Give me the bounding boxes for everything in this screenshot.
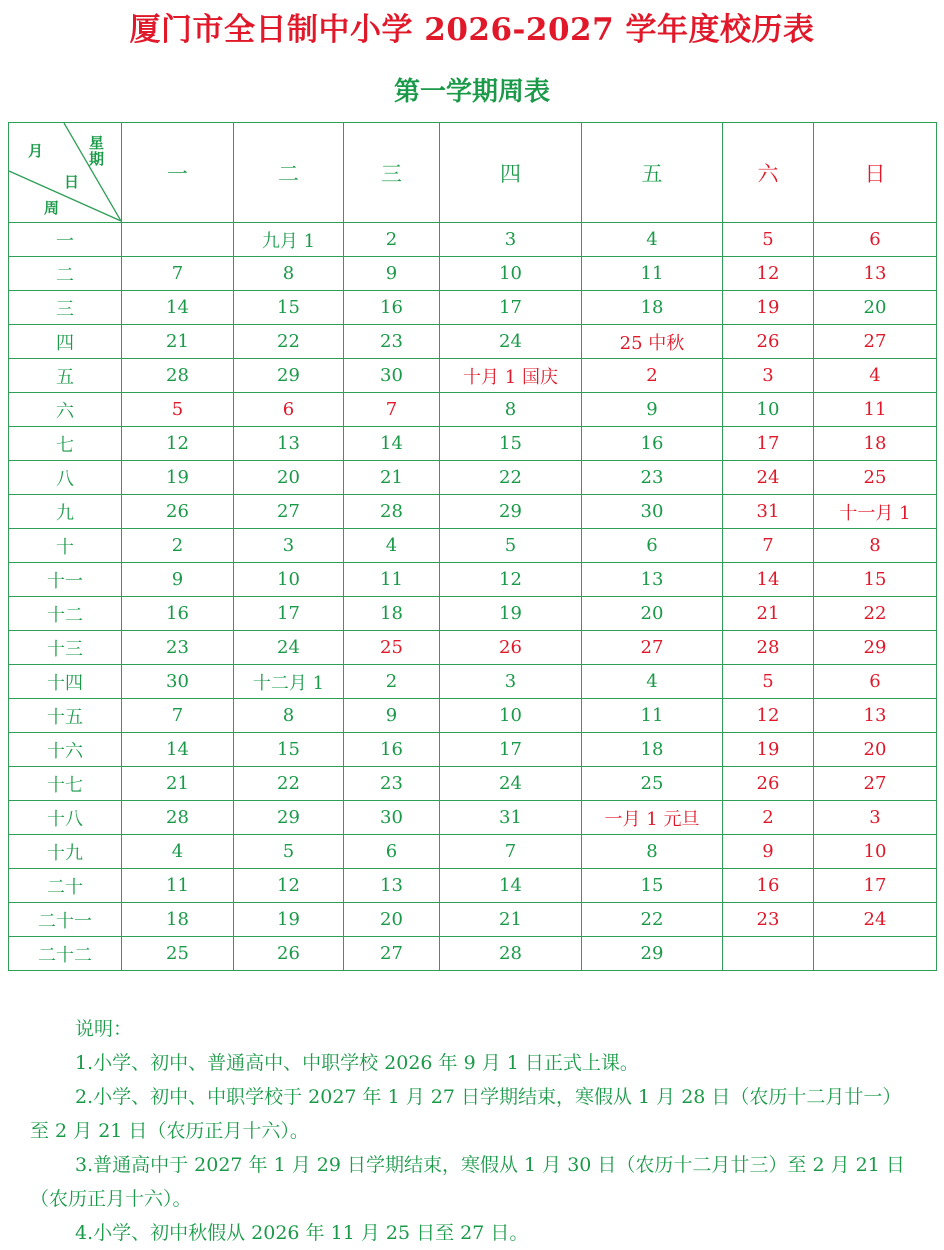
- date-cell: 2: [723, 801, 814, 835]
- date-cell: 2: [344, 665, 440, 699]
- table-row: [9, 597, 937, 631]
- table-row: [9, 461, 937, 495]
- date-cell: 15: [234, 291, 344, 325]
- table-row: [9, 903, 937, 937]
- table-row: [9, 495, 937, 529]
- date-cell: 8: [234, 699, 344, 733]
- note-item: 3.普通高中于 2027 年 1 月 29 日学期结束，寒假从 1 月 30 日（农历十二月廿三）至 2 月 21 日（农历正月十六）。: [30, 1154, 905, 1210]
- corner-day-label: 日: [64, 173, 80, 191]
- week-number-cell: 十三: [9, 631, 122, 665]
- table-row: [9, 325, 937, 359]
- date-cell: 10: [723, 393, 814, 427]
- date-cell: 16: [122, 597, 234, 631]
- date-cell: 14: [122, 291, 234, 325]
- date-cell: 6: [344, 835, 440, 869]
- date-cell: 7: [344, 393, 440, 427]
- week-number-cell: 五: [9, 359, 122, 393]
- date-cell: 21: [122, 767, 234, 801]
- date-cell: 20: [814, 733, 937, 767]
- page-title: 厦门市全日制中小学 2026-2027 学年度校历表: [129, 12, 815, 48]
- date-cell: 12: [723, 699, 814, 733]
- date-cell: 27: [234, 495, 344, 529]
- date-cell: 5: [440, 529, 582, 563]
- date-cell: 5: [122, 393, 234, 427]
- date-cell: 17: [440, 291, 582, 325]
- date-cell: 7: [122, 699, 234, 733]
- date-cell: 20: [582, 597, 723, 631]
- date-cell: 25: [582, 767, 723, 801]
- weekday-header: 四: [440, 123, 582, 223]
- weekday-header-sunday: 日: [814, 123, 937, 223]
- date-cell: 21: [723, 597, 814, 631]
- weekday-header: 二: [234, 123, 344, 223]
- date-cell: 14: [122, 733, 234, 767]
- date-cell: 十月 1 国庆: [440, 359, 582, 393]
- date-cell: 24: [234, 631, 344, 665]
- date-cell: 13: [814, 699, 937, 733]
- note-item: 4.小学、初中秋假从 2026 年 11 月 25 日至 27 日。: [75, 1222, 529, 1244]
- date-cell: 25 中秋: [582, 325, 723, 359]
- date-cell: 2: [344, 223, 440, 257]
- date-cell: 29: [440, 495, 582, 529]
- date-cell: 31: [723, 495, 814, 529]
- weekday-header-saturday: 六: [723, 123, 814, 223]
- table-row: [9, 529, 937, 563]
- table-row: [9, 767, 937, 801]
- date-cell: 18: [344, 597, 440, 631]
- date-cell: 26: [122, 495, 234, 529]
- date-cell: 5: [723, 665, 814, 699]
- date-cell: 12: [234, 869, 344, 903]
- date-cell: 27: [814, 325, 937, 359]
- date-cell: 8: [440, 393, 582, 427]
- date-cell: 13: [814, 257, 937, 291]
- date-cell: 12: [122, 427, 234, 461]
- notes-section: [30, 1012, 918, 1250]
- date-cell: 7: [122, 257, 234, 291]
- date-cell: 11: [582, 699, 723, 733]
- date-cell: 3: [234, 529, 344, 563]
- date-cell: 14: [440, 869, 582, 903]
- date-cell: 23: [723, 903, 814, 937]
- date-cell: 7: [723, 529, 814, 563]
- week-number-cell: 十九: [9, 835, 122, 869]
- date-cell: 24: [440, 325, 582, 359]
- table-row: [9, 257, 937, 291]
- date-cell: 九月 1: [234, 223, 344, 257]
- date-cell: 19: [122, 461, 234, 495]
- date-cell: 4: [122, 835, 234, 869]
- week-number-cell: 十五: [9, 699, 122, 733]
- header-row: [9, 123, 937, 223]
- week-number-cell: 十二: [9, 597, 122, 631]
- date-cell: 26: [723, 767, 814, 801]
- date-cell: 26: [234, 937, 344, 971]
- date-cell: 28: [122, 801, 234, 835]
- date-cell: 11: [814, 393, 937, 427]
- date-cell: 21: [440, 903, 582, 937]
- date-cell: 5: [234, 835, 344, 869]
- table-row: [9, 393, 937, 427]
- date-cell: 18: [582, 291, 723, 325]
- table-row: [9, 733, 937, 767]
- date-cell: 26: [440, 631, 582, 665]
- date-cell: 2: [582, 359, 723, 393]
- date-cell: 12: [440, 563, 582, 597]
- corner-week-label: 周: [44, 199, 60, 217]
- table-row: [9, 937, 937, 971]
- date-cell: 4: [814, 359, 937, 393]
- date-cell: 15: [440, 427, 582, 461]
- date-cell: 15: [814, 563, 937, 597]
- date-cell: 24: [440, 767, 582, 801]
- date-cell: 16: [344, 733, 440, 767]
- date-cell: 28: [723, 631, 814, 665]
- date-cell: 23: [344, 767, 440, 801]
- table-row: [9, 835, 937, 869]
- table-row: [9, 223, 937, 257]
- date-cell: 18: [814, 427, 937, 461]
- page-subtitle: 第一学期周表: [393, 77, 550, 107]
- date-cell: 6: [814, 665, 937, 699]
- date-cell: 10: [440, 257, 582, 291]
- date-cell: 6: [814, 223, 937, 257]
- date-cell: 17: [234, 597, 344, 631]
- week-number-cell: 三: [9, 291, 122, 325]
- date-cell: 28: [344, 495, 440, 529]
- date-cell: 6: [582, 529, 723, 563]
- week-number-cell: 二: [9, 257, 122, 291]
- table-row: [9, 631, 937, 665]
- date-cell: 4: [582, 223, 723, 257]
- date-cell: 27: [344, 937, 440, 971]
- date-cell: 10: [234, 563, 344, 597]
- table-row: [9, 359, 937, 393]
- calendar-body: [9, 223, 937, 971]
- date-cell: 15: [582, 869, 723, 903]
- date-cell: 20: [344, 903, 440, 937]
- table-row: [9, 665, 937, 699]
- date-cell: 十二月 1: [234, 665, 344, 699]
- corner-month-label: 月: [28, 142, 44, 160]
- date-cell: 7: [440, 835, 582, 869]
- week-number-cell: 十: [9, 529, 122, 563]
- date-cell: 3: [440, 223, 582, 257]
- week-number-cell: 八: [9, 461, 122, 495]
- date-cell: 13: [344, 869, 440, 903]
- date-cell: [122, 223, 234, 257]
- week-number-cell: 十一: [9, 563, 122, 597]
- date-cell: 4: [344, 529, 440, 563]
- table-row: [9, 563, 937, 597]
- date-cell: 30: [582, 495, 723, 529]
- date-cell: 15: [234, 733, 344, 767]
- date-cell: 22: [440, 461, 582, 495]
- date-cell: 29: [814, 631, 937, 665]
- weekday-header: 五: [582, 123, 723, 223]
- date-cell: 9: [582, 393, 723, 427]
- date-cell: 20: [814, 291, 937, 325]
- date-cell: 19: [723, 291, 814, 325]
- date-cell: 20: [234, 461, 344, 495]
- date-cell: 23: [582, 461, 723, 495]
- date-cell: 23: [344, 325, 440, 359]
- week-number-cell: 十六: [9, 733, 122, 767]
- date-cell: 3: [440, 665, 582, 699]
- date-cell: 8: [582, 835, 723, 869]
- week-number-cell: 一: [9, 223, 122, 257]
- date-cell: 9: [122, 563, 234, 597]
- date-cell: 2: [122, 529, 234, 563]
- weekday-header: 一: [122, 123, 234, 223]
- date-cell: 30: [344, 359, 440, 393]
- date-cell: 一月 1 元旦: [582, 801, 723, 835]
- corner-cell: [9, 123, 122, 223]
- date-cell: 30: [122, 665, 234, 699]
- date-cell: 17: [723, 427, 814, 461]
- week-number-cell: 六: [9, 393, 122, 427]
- date-cell: 17: [440, 733, 582, 767]
- week-number-cell: 九: [9, 495, 122, 529]
- date-cell: 25: [122, 937, 234, 971]
- date-cell: 10: [814, 835, 937, 869]
- date-cell: 27: [582, 631, 723, 665]
- date-cell: 26: [723, 325, 814, 359]
- date-cell: 3: [814, 801, 937, 835]
- date-cell: 14: [344, 427, 440, 461]
- table-row: [9, 427, 937, 461]
- date-cell: 22: [234, 767, 344, 801]
- date-cell: 25: [344, 631, 440, 665]
- date-cell: 19: [440, 597, 582, 631]
- date-cell: 16: [344, 291, 440, 325]
- date-cell: 11: [122, 869, 234, 903]
- date-cell: 12: [723, 257, 814, 291]
- date-cell: 10: [440, 699, 582, 733]
- date-cell: 21: [122, 325, 234, 359]
- date-cell: 8: [234, 257, 344, 291]
- date-cell: [723, 937, 814, 971]
- date-cell: 11: [344, 563, 440, 597]
- date-cell: 21: [344, 461, 440, 495]
- date-cell: 16: [723, 869, 814, 903]
- date-cell: 18: [122, 903, 234, 937]
- date-cell: 3: [723, 359, 814, 393]
- date-cell: 19: [234, 903, 344, 937]
- date-cell: 19: [723, 733, 814, 767]
- date-cell: 28: [440, 937, 582, 971]
- week-number-cell: 四: [9, 325, 122, 359]
- date-cell: 29: [582, 937, 723, 971]
- date-cell: 18: [582, 733, 723, 767]
- date-cell: 30: [344, 801, 440, 835]
- table-row: [9, 699, 937, 733]
- date-cell: 16: [582, 427, 723, 461]
- date-cell: 8: [814, 529, 937, 563]
- date-cell: 13: [582, 563, 723, 597]
- note-item: 2.小学、初中、中职学校于 2027 年 1 月 27 日学期结束，寒假从 1 月 28 日（农历十二月廿一）至 2 月 21 日（农历正月十六）。: [30, 1086, 902, 1142]
- week-number-cell: 十四: [9, 665, 122, 699]
- date-cell: 22: [234, 325, 344, 359]
- week-number-cell: 二十: [9, 869, 122, 903]
- date-cell: 28: [122, 359, 234, 393]
- date-cell: 29: [234, 801, 344, 835]
- weekday-header: 三: [344, 123, 440, 223]
- table-row: [9, 869, 937, 903]
- table-row: [9, 801, 937, 835]
- note-item: 1.小学、初中、普通高中、中职学校 2026 年 9 月 1 日正式上课。: [75, 1052, 639, 1074]
- date-cell: 9: [723, 835, 814, 869]
- calendar-table: [8, 122, 937, 971]
- date-cell: 13: [234, 427, 344, 461]
- date-cell: 23: [122, 631, 234, 665]
- week-number-cell: 十七: [9, 767, 122, 801]
- corner-weekday-label: 星期: [89, 134, 105, 168]
- date-cell: 24: [723, 461, 814, 495]
- notes-heading: 说明：: [75, 1018, 133, 1040]
- date-cell: 6: [234, 393, 344, 427]
- week-number-cell: 十八: [9, 801, 122, 835]
- date-cell: 22: [582, 903, 723, 937]
- date-cell: 25: [814, 461, 937, 495]
- week-number-cell: 二十一: [9, 903, 122, 937]
- week-number-cell: 二十二: [9, 937, 122, 971]
- date-cell: 9: [344, 257, 440, 291]
- date-cell: 24: [814, 903, 937, 937]
- date-cell: 9: [344, 699, 440, 733]
- date-cell: 27: [814, 767, 937, 801]
- week-number-cell: 七: [9, 427, 122, 461]
- date-cell: 十一月 1: [814, 495, 937, 529]
- table-row: [9, 291, 937, 325]
- date-cell: 29: [234, 359, 344, 393]
- date-cell: 11: [582, 257, 723, 291]
- date-cell: 31: [440, 801, 582, 835]
- date-cell: 4: [582, 665, 723, 699]
- date-cell: [814, 937, 937, 971]
- date-cell: 5: [723, 223, 814, 257]
- date-cell: 17: [814, 869, 937, 903]
- date-cell: 22: [814, 597, 937, 631]
- date-cell: 14: [723, 563, 814, 597]
